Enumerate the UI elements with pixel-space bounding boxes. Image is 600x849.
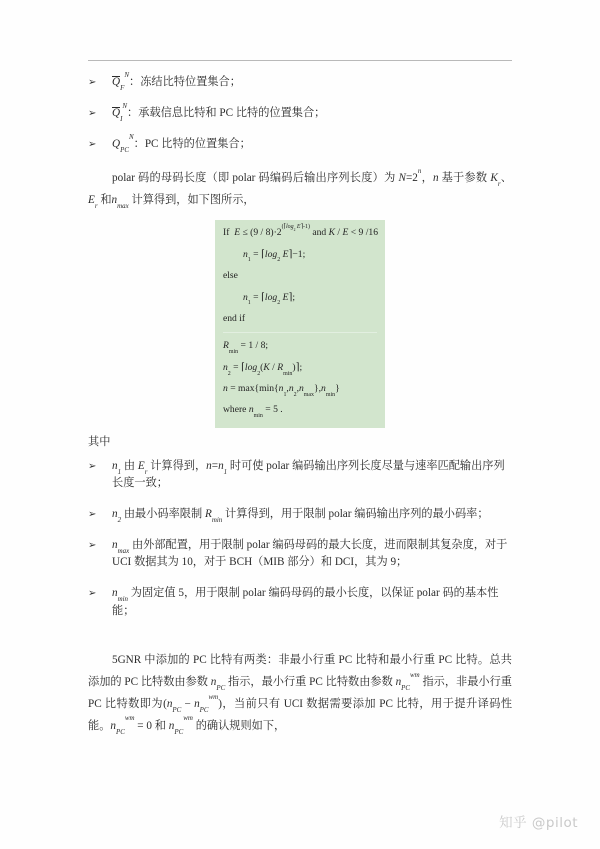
definition-text: PC 比特的位置集合； [144,137,251,150]
text-seg: 由外部配置，用于限制 polar 编码母码的最大长度，进而限制其复杂度，对于 UCI 数据其为 10，对于 BCH（MIB 部分）和 DCI，其为 9； [112,539,508,569]
algo-line-end-if: end if [223,312,246,324]
math-nmax: $n_{max}$ [112,539,130,556]
text-seg: 5GNR 中添加的 PC 比特有两类：非最小行重 PC 比特和最小行重 PC 比特。总共添加的 PC 比特数由参数 [88,654,512,688]
para-seg: 、 [500,172,512,184]
explanation-n2 [112,506,512,523]
pc-bits-paragraph [88,650,512,737]
separator: ： [128,76,141,88]
algo-divider [223,332,377,333]
math-npc-wm-eq2: $n_{PC}^{wm}$ [168,714,193,736]
algo-line-rmin-assign: $R_{min} = 1 / 8$; [223,340,269,356]
algo-line-else: else [223,269,238,281]
text-seg: = [211,460,219,472]
bullet-arrow-icon: ➢ [88,588,97,600]
para-seg: 计算得到，如下图所示， [128,193,255,206]
header-rule [88,60,512,61]
bullet-arrow-icon: ➢ [88,138,97,150]
para-seg: polar 码的母码长度（即 polar 码编码后输出序列长度）为 [112,172,399,184]
text-seg: 计算得到，用于限制 polar 编码输出序列的最小码率； [222,508,489,521]
algo-line-n-assign: $n = \max\{\min\{n_1,n_2,n_{max}\},n_{min}\}$ [223,383,340,398]
explanation-list [88,458,512,634]
math-symbol: $Q_{PC}^N$ [112,132,134,154]
definition-info-set [112,101,512,124]
definition-pc-set [112,132,512,154]
algo-line-n1-assign: $n_1$ = $⌈\log_2$ E⌉; [243,291,296,307]
text-seg: 计算得到， [147,460,207,472]
math-exp-n: n [417,166,422,175]
text-seg: 由最小码率限制 [121,508,205,521]
algo-line-if-condition: If $E \le (9 / 8)\cdot 2^{(⌈log_2 E⌉-1)}$ and K / E < 9 /16 [223,222,379,238]
definition-list [88,70,512,167]
mother-code-paragraph [88,168,512,212]
math-n1b: $n_1$ [218,460,228,477]
bullet-arrow-icon: ➢ [88,509,97,521]
watermark: 知乎 @pilot [499,815,578,831]
text-seg: 指示，最小行重 PC 比特数由参数 [225,675,396,688]
para-seg: ， [421,172,434,184]
algo-line-n1-assign-minus: $n_1$ = $⌈\log_2$ E⌉−1; [243,248,306,264]
math-symbol: $Q_F^N$ [112,70,129,93]
text-seg: 时可使 polar 编码输出序列长度尽量与速率匹配输出序列长度一致； [112,460,505,490]
math-npc-wm: $n_{PC}^{wm}$ [395,670,420,693]
qizhong-label: 其中 [88,436,111,448]
math-N: N [398,172,406,184]
list-item [88,506,512,523]
algo-line-n2-assign: $n_2$ = $⌈\log_2(K$ / $R_{min})⌉$; [223,362,303,377]
list-item [88,458,512,493]
separator: ： [127,106,139,119]
math-n: n [433,172,439,184]
explanation-nmax [112,537,512,572]
paragraph-text [88,168,512,212]
definition-frozen-set [112,70,512,93]
math-n2: $n_2$ [112,508,122,525]
qizhong-label-block [88,432,512,454]
math-group-difference: $(n_{PC} - n_{PC}^{wm})$ [163,692,222,714]
definition-text: 承载信息比特和 PC 比特的位置集合； [138,106,326,119]
bullet-arrow-icon: ➢ [88,540,97,552]
math-n1: $n_1$ [112,460,122,477]
math-Rmin: $R_{min}$ [204,508,223,525]
para-seg: =2 [405,172,418,184]
list-item [88,585,512,620]
para-seg: 和 [97,193,112,206]
list-item [88,101,512,124]
text-seg: ，当前只有 UCI 数据需要添加 PC 比特，用于提升译码性能。 [88,697,513,732]
algorithm-pseudocode-box [215,220,385,428]
text-seg: = 0 和 [134,719,169,732]
list-item [88,70,512,93]
math-K: $K_r$ [490,172,501,189]
text-seg: 为固定值 5，用于限制 polar 编码母码的最小长度，以保证 polar 码的基本性能； [112,587,499,617]
text-seg: 指示，非最小行重 PC 比特数即为 [88,675,512,710]
bullet-arrow-icon: ➢ [88,107,97,119]
math-nmin: $n_{min}$ [112,587,128,604]
explanation-nmin [112,585,512,620]
explanation-n1 [112,458,512,493]
para-seg: 基于参数 [438,172,491,184]
math-npc-wm-eq: $n_{PC}^{wm}$ [110,714,135,736]
bullet-arrow-icon: ➢ [88,461,97,472]
algo-line-where-nmin: where $n_{min} = 5$ . [223,404,283,419]
math-npc: $n_{PC}$ [210,675,226,693]
definition-text: 冻结比特位置集合； [140,76,241,88]
bullet-arrow-icon: ➢ [88,77,97,88]
text-seg: 的确认规则如下， [192,719,286,732]
list-item [88,537,512,572]
paragraph-text [88,650,512,737]
separator: ： [133,137,145,150]
math-nmax: $n_{max}$ [111,193,129,211]
list-item [88,132,512,154]
math-E: $E_r$ [88,193,98,211]
math-Er: $E_r$ [137,460,148,477]
math-symbol: $Q_I^N$ [112,101,128,124]
math-n: n [206,460,212,472]
text-seg: 由 [121,460,138,472]
